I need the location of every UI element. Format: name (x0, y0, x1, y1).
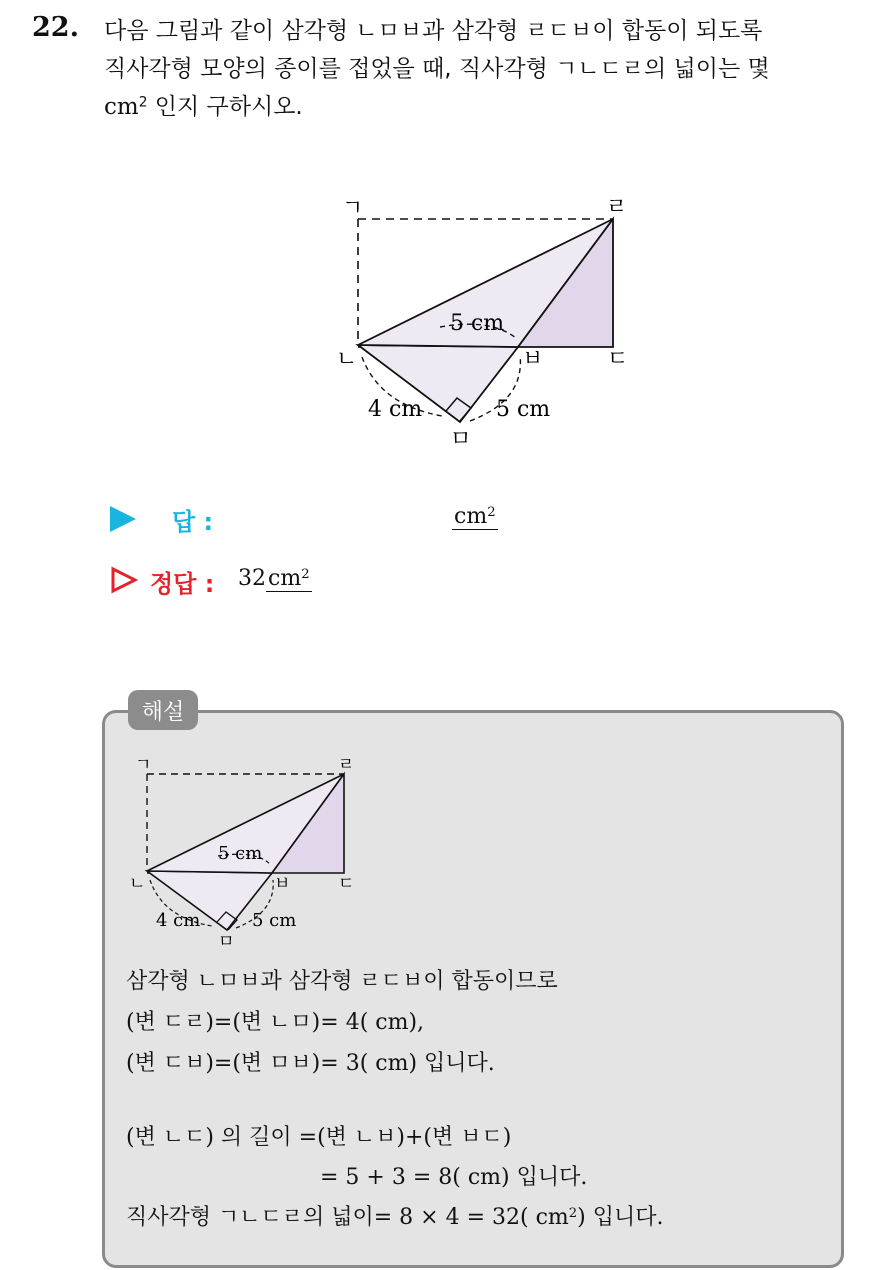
label-d: ㄷ (607, 347, 629, 372)
solution-unit-exponent: 2 (301, 566, 310, 582)
length-mb: 5 cm (496, 397, 551, 422)
label-m: ㅁ (450, 427, 472, 452)
exp-label-n: ㄴ (129, 874, 146, 894)
explanation-line-4: (변 ㄴㄷ) 의 길이 =(변 ㄴㅂ)+(변 ㅂㄷ) (126, 1125, 512, 1150)
question-unit: cm (104, 94, 139, 120)
label-l: ㄹ (606, 195, 628, 220)
label-g: ㄱ (342, 196, 364, 221)
label-n: ㄴ (336, 347, 358, 372)
explanation-line-5: = 5 + 3 = 8( cm) 입니다. (320, 1165, 588, 1190)
question-line-3-rest: 인지 구하시오. (147, 94, 303, 120)
exp-label-m: ㅁ (218, 932, 235, 952)
question-unit-exponent: 2 (138, 94, 148, 111)
exp-length-nm: 4 cm (156, 910, 201, 931)
explanation-line-6 (126, 1200, 664, 1231)
length-nb: 5 cm (450, 311, 505, 336)
exp-length-nb: 5 cm (218, 843, 263, 864)
question-line-1: 다음 그림과 같이 삼각형 ㄴㅁㅂ과 삼각형 ㄹㄷㅂ이 합동이 되도록 (104, 18, 763, 44)
explanation-line-6-pre: 직사각형 ㄱㄴㄷㄹ의 넓이= 8 × 4 = 32( cm (126, 1205, 569, 1230)
exp-label-l: ㄹ (338, 755, 355, 775)
explanation-line-3: (변 ㄷㅂ)=(변 ㅁㅂ)= 3( cm) 입니다. (126, 1051, 495, 1076)
exp-label-b: ㅂ (274, 874, 291, 894)
question-number: 22. (32, 12, 79, 43)
label-b: ㅂ (522, 347, 544, 372)
answer-unit-exponent: 2 (487, 504, 496, 520)
answer-unit: cm (454, 504, 488, 529)
exp-length-mb: 5 cm (252, 910, 297, 931)
question-line-2: 직사각형 모양의 종이를 접었을 때, 직사각형 ㄱㄴㄷㄹ의 넓이는 몇 (104, 56, 770, 82)
solution-number: 32 (238, 566, 266, 591)
solution-label: 정답 : (150, 570, 215, 598)
solution-unit: cm (268, 566, 302, 591)
explanation-line-6-exponent: 2 (568, 1205, 578, 1221)
explanation-tag: 해설 (128, 690, 198, 730)
exp-label-g: ㄱ (135, 755, 152, 775)
explanation-line-6-post: ) 입니다. (577, 1205, 664, 1230)
answer-label: 답 : (172, 508, 214, 536)
explanation-line-2: (변 ㄷㄹ)=(변 ㄴㅁ)= 4( cm), (126, 1010, 425, 1035)
exp-label-d: ㄷ (338, 874, 355, 894)
explanation-line-1: 삼각형 ㄴㅁㅂ과 삼각형 ㄹㄷㅂ이 합동이므로 (126, 969, 558, 994)
length-nm: 4 cm (368, 397, 423, 422)
